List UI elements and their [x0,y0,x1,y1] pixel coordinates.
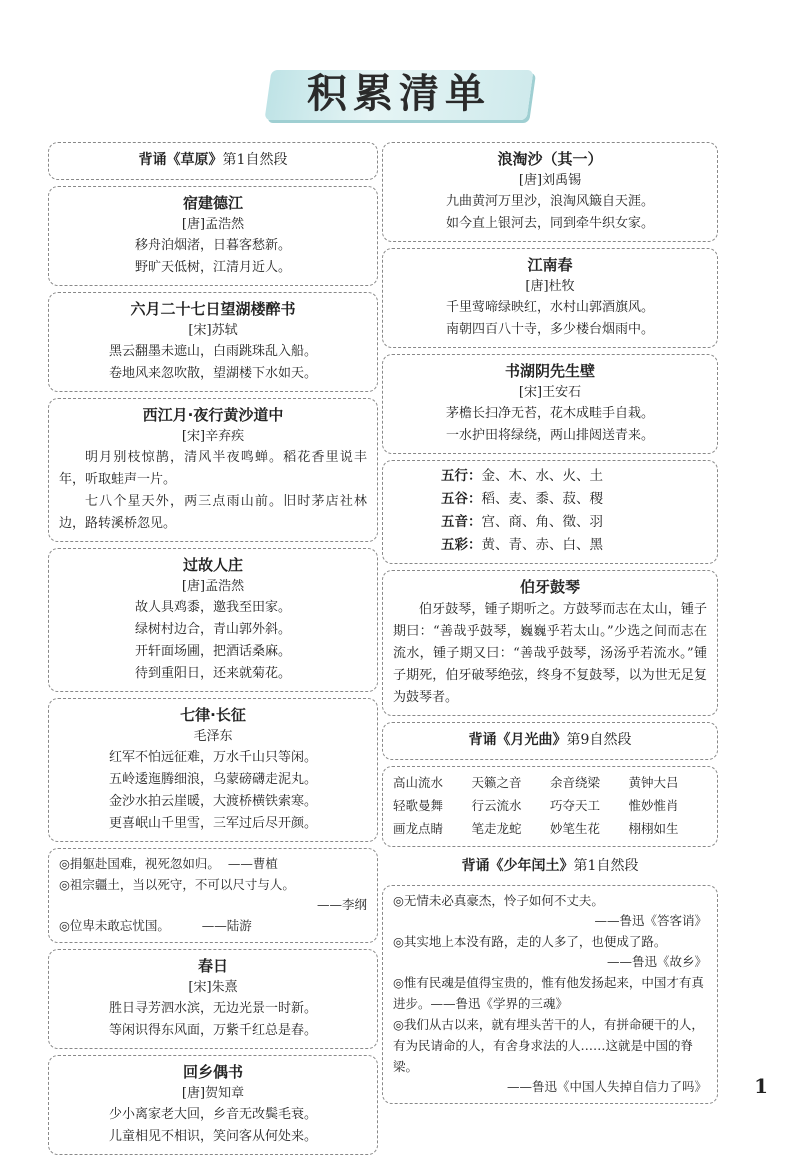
poem-title: 西江月·夜行黄沙道中 [142,406,284,424]
quote-source: ——鲁迅《中国人失掉自信力了吗》 [506,1079,707,1094]
quote-text: ◎惟有民魂是值得宝贵的，惟有他发扬起来，中国才有真进步。——鲁迅《学界的三魂》 [393,975,704,1011]
idiom: 行云流水 [471,798,522,813]
poem-line: 南朝四百八十寺，多少楼台烟雨中。 [445,322,654,337]
poem-line: 千里莺啼绿映红，水村山郭酒旗风。 [445,300,654,315]
luxun-quotes-card [382,885,718,1104]
element-label: 五谷： [441,491,482,507]
poem-line: 移舟泊烟渚，日暮客愁新。 [134,238,291,253]
poem-card [48,292,378,392]
poem-title: 书湖阴先生壁 [504,362,595,380]
poem-line: 待到重阳日，还来就菊花。 [134,666,291,681]
idiom: 高山流水 [393,775,444,790]
poem-card [48,698,378,842]
element-label: 五彩： [441,537,482,553]
element-items: 金、木、水、火、土 [481,468,603,484]
page-number: 1 [754,1074,768,1098]
poem-card [382,354,718,454]
recite-prefix: 背诵 [138,152,167,168]
element-row [393,488,707,511]
poem-card [48,548,378,692]
poem-line: 更喜岷山千里雪，三军过后尽开颜。 [108,816,317,831]
poem-author: [唐]杜牧 [525,279,575,294]
poem-author: [唐]刘禹锡 [518,173,582,188]
poem-line: 故人具鸡黍，邀我至田家。 [134,600,291,615]
recite-yueguangqu [382,722,718,760]
poem-author: [宋]辛弃疾 [181,429,245,444]
poem-line: 金沙水拍云崖暖，大渡桥横铁索寒。 [108,794,317,809]
recite-prefix: 背诵 [468,732,497,748]
recite-book: 《少年闰土》 [489,858,574,874]
poem-title: 七律·长征 [180,706,246,724]
idiom: 惟妙惟肖 [628,798,679,813]
poem-title: 过故人庄 [182,556,243,574]
poem-card [48,949,378,1049]
idiom: 黄钟大吕 [628,775,679,790]
idiom: 妙笔生花 [550,821,601,836]
poem-author: [唐]孟浩然 [181,579,245,594]
poem-line: 少小离家老大回，乡音无改鬓毛衰。 [108,1107,317,1122]
poem-author: [唐]贺知章 [181,1086,245,1101]
quote-text: ◎祖宗疆土，当以死守，不可以尺寸与人。 [59,877,295,892]
poem-line: 绿树村边合，青山郭外斜。 [134,622,291,637]
idiom: 天籁之音 [471,775,522,790]
poem-line: 儿童相见不相识，笑问客从何处来。 [108,1129,317,1144]
quote-source: ——陆游 [201,918,252,933]
poem-card [48,186,378,286]
element-row [393,465,707,488]
recite-prefix: 背诵 [461,858,490,874]
quote-source: ——曹植 [227,856,278,871]
poem-card [382,142,718,242]
poem-line: 红军不怕远征难，万水千山只等闲。 [108,750,317,765]
poem-line: 胜日寻芳泗水滨，无边光景一时新。 [108,1001,317,1016]
poem-line: 开轩面场圃，把酒话桑麻。 [134,644,291,659]
poem-author: [宋]王安石 [518,385,582,400]
element-row [393,511,707,534]
idiom: 巧夺天工 [550,798,601,813]
story-title: 伯牙鼓琴 [519,578,580,596]
poem-paragraph: 七八个星天外，两三点雨山前。旧时茅店社林边，路转溪桥忽见。 [59,494,367,531]
quote-source: ——鲁迅《答客诮》 [594,913,707,928]
poem-line: 一水护田将绿绕，两山排闼送青来。 [445,428,654,443]
quote-text [59,915,367,936]
poem-title: 浪淘沙（其一） [497,150,603,168]
poem-title: 春日 [197,957,228,975]
poem-author: [宋]朱熹 [188,980,238,995]
idiom-grid [393,771,707,840]
quote-card [48,848,378,943]
poem-line: 茅檐长扫净无苔，花木成畦手自栽。 [445,406,654,421]
poem-line: 五岭逶迤腾细浪，乌蒙磅礴走泥丸。 [108,772,317,787]
element-label: 五音： [441,514,482,530]
element-label: 五行： [441,468,482,484]
story-card [382,570,718,716]
recite-book: 《草原》 [166,152,223,168]
poem-title: 六月二十七日望湖楼醉书 [130,300,296,318]
idiom: 余音绕梁 [550,775,601,790]
recite-book: 《月光曲》 [496,732,567,748]
poem-line: 九曲黄河万里沙，浪淘风簸自天涯。 [445,194,654,209]
story-text: 伯牙鼓琴，锺子期听之。方鼓琴而志在太山，锺子期曰：“善哉乎鼓琴，巍巍乎若太山。”少选之间而志在流水，锺子期又曰：“善哉乎鼓琴，汤汤乎若流水。”锺子期死，伯牙破琴绝弦，终身不复鼓琴，以为世无足复为鼓琴者。 [393,602,707,705]
quote-source: ——鲁迅《故乡》 [606,954,707,969]
idioms-card [382,766,718,847]
element-items: 黄、青、赤、白、黑 [481,537,603,553]
idiom: 画龙点睛 [393,821,444,836]
quote-text [59,853,367,874]
page-title: 积累清单 [307,71,491,117]
recite-suffix: 第9自然段 [566,732,632,748]
quote-text: ◎其实地上本没有路，走的人多了，也便成了路。 [393,934,667,949]
idiom: 轻歌曼舞 [393,798,444,813]
recite-shaoniantu [382,853,718,879]
recite-suffix: 第1自然段 [222,152,288,168]
elements-card [382,460,718,564]
poem-card [48,398,378,542]
element-items: 宫、商、角、徵、羽 [481,514,603,530]
poem-card [48,1055,378,1155]
poem-title: 宿建德江 [182,194,243,212]
header-banner [268,62,530,128]
element-row [393,534,707,557]
poem-title: 江南春 [527,256,573,274]
recite-caoyuan [48,142,378,180]
quote-text: ◎无情未必真豪杰，怜子如何不丈夫。 [393,893,604,908]
poem-line: 卷地风来忽吹散，望湖楼下水如天。 [108,366,317,381]
poem-line: 黑云翻墨未遮山，白雨跳珠乱入船。 [108,344,317,359]
right-column [382,142,718,1110]
poem-author: [唐]孟浩然 [181,217,245,232]
poem-line: 野旷天低树，江清月近人。 [134,260,291,275]
idiom: 栩栩如生 [628,821,679,836]
quote-source: ——李纲 [316,897,367,912]
quote-body: ◎捐躯赴国难，视死忽如归。 [59,856,220,871]
idiom: 笔走龙蛇 [471,821,522,836]
quote-text: ◎我们从古以来，就有埋头苦干的人，有拼命硬干的人，有为民请命的人，有舍身求法的人……这就是中国的脊梁。 [393,1017,704,1074]
poem-card [382,248,718,348]
poem-title: 回乡偶书 [182,1063,243,1081]
poem-author: [宋]苏轼 [188,323,238,338]
poem-author: 毛泽东 [193,729,233,744]
quote-body: ◎位卑未敢忘忧国。 [59,918,170,933]
poem-line: 如今直上银河去，同到牵牛织女家。 [445,216,654,231]
poem-paragraph: 明月别枝惊鹊，清风半夜鸣蝉。稻花香里说丰年，听取蛙声一片。 [59,450,367,487]
element-items: 稻、麦、黍、菽、稷 [481,491,603,507]
recite-suffix: 第1自然段 [573,858,639,874]
poem-line: 等闲识得东风面，万紫千红总是春。 [108,1023,317,1038]
left-column [48,142,378,1161]
